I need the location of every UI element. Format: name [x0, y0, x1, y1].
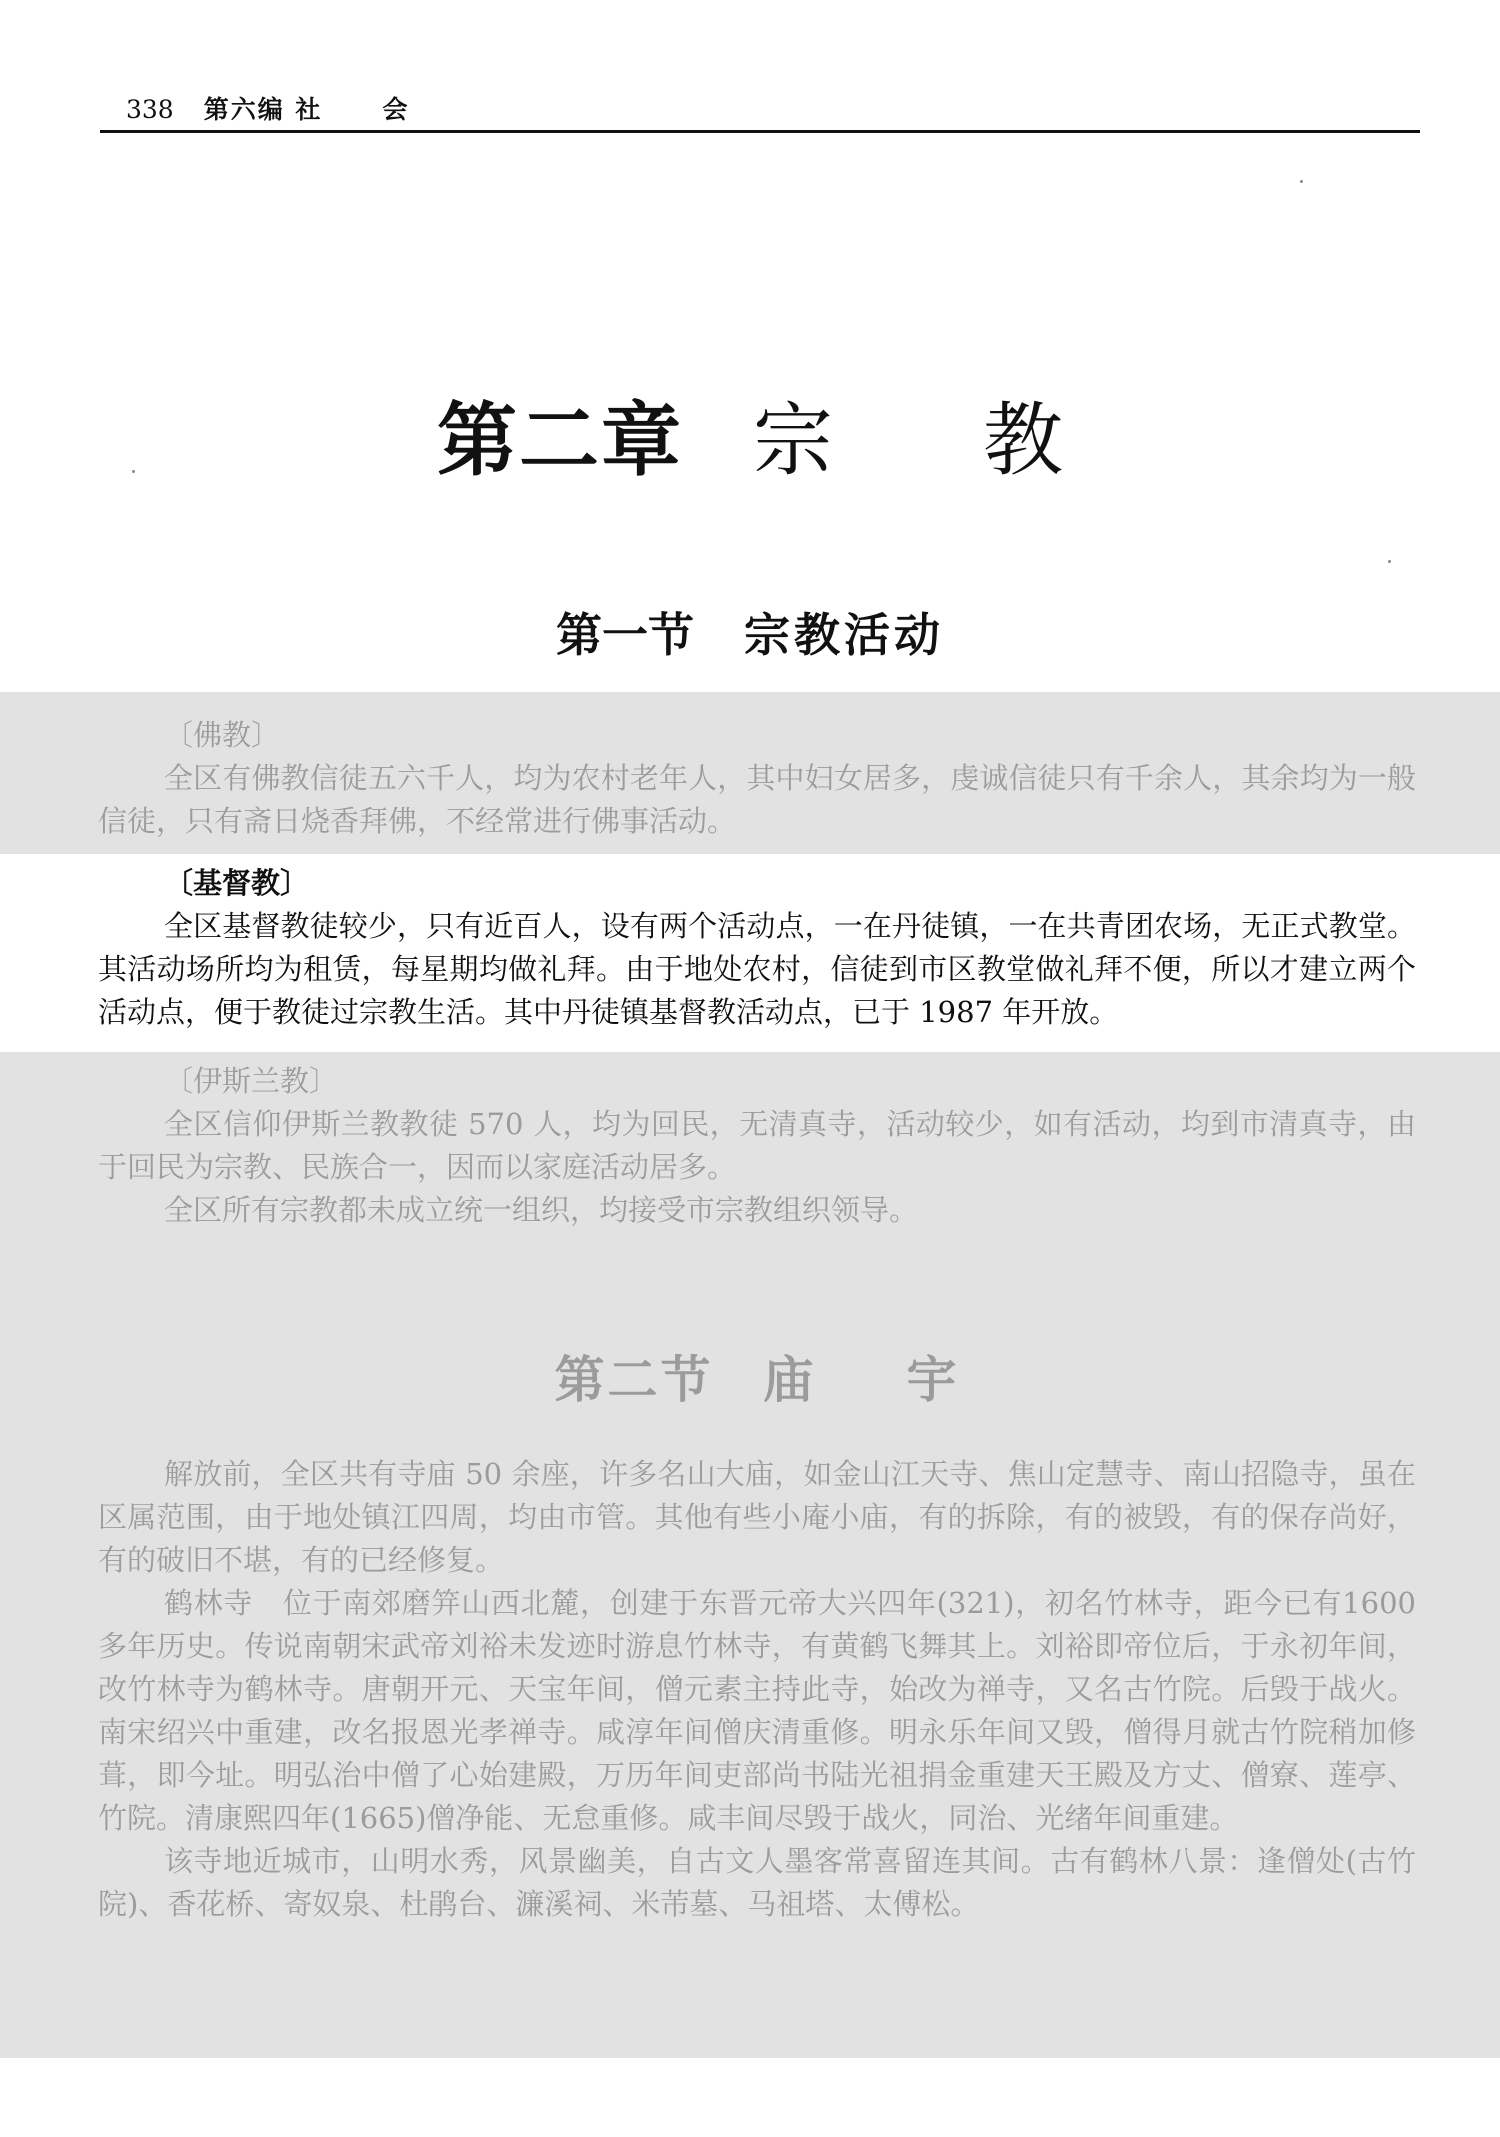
- section-2-title: [98, 1345, 1416, 1415]
- buddhism-paragraph: 全区有佛教信徒五六千人，均为农村老年人，其中妇女居多，虔诚信徒只有千余人，其余均为一般信徒，只有斋日烧香拜佛，不经常进行佛事活动。: [98, 761, 1416, 838]
- christianity-heading: 〔基督教〕: [164, 866, 310, 900]
- chapter-title-char-2: 教: [983, 394, 1063, 487]
- page-number: 338: [126, 95, 174, 124]
- buddhism-block: [98, 714, 1416, 843]
- chapter-number: 第二章: [437, 393, 683, 487]
- buddhism-heading: 〔佛教〕: [164, 718, 281, 752]
- helin-temple-paragraph: 鹤林寺 位于南郊磨笄山西北麓，创建于东晋元帝大兴四年(321)，初名竹林寺，距今已有1600 多年历史。传说南朝宋武帝刘裕未发迹时游息竹林寺，有黄鹤飞舞其上。刘裕即帝位后，于永初年间，改竹林寺为鹤林寺。唐朝开元、天宝年间，僧元素主持此寺，始改为禅寺，又名古竹院。后毁于战火。南宋绍兴中重建，改名报恩光孝禅寺。咸淳年间僧庆清重修。明永乐年间又毁，僧得月就古竹院稍加修葺，即今址。明弘治中僧了心始建殿，万历年间吏部尚书陆光祖捐金重建天王殿及方丈、僧寮、莲亭、竹院。清康熙四年(1665)僧净能、无怠重修。咸丰间尽毁于战火，同治、光绪年间重建。: [98, 1586, 1416, 1835]
- scan-speck: [132, 470, 135, 473]
- section-2-title-char-1: 庙: [763, 1350, 817, 1409]
- section-1-name: 宗教活动: [744, 608, 944, 662]
- section-2-number: 第二节: [554, 1350, 714, 1409]
- islam-block: [98, 1060, 1416, 1232]
- religion-summary: 全区所有宗教都未成立统一组织，均接受市宗教组织领导。: [164, 1193, 919, 1227]
- part-title: 第六编 社: [203, 95, 323, 124]
- temples-intro: 解放前，全区共有寺庙 50 余座，许多名山大庙，如金山江天寺、焦山定慧寺、南山招隐寺，虽在区属范围，由于地处镇江四周，均由市管。其他有些小庵小庙，有的拆除，有的被毁，有的保存尚好，有的破旧不堪，有的已经修复。: [98, 1457, 1416, 1577]
- islam-heading: 〔伊斯兰教〕: [164, 1064, 339, 1098]
- running-header: [100, 88, 1420, 133]
- christianity-paragraph: 全区基督教徒较少，只有近百人，设有两个活动点，一在丹徒镇，一在共青团农场，无正式教堂。其活动场所均为租赁，每星期均做礼拜。由于地处农村，信徒到市区教堂做礼拜不便，所以才建立两个活动点，便于教徒过宗教生活。其中丹徒镇基督教活动点，已于 1987 年开放。: [98, 909, 1416, 1029]
- islam-paragraph: 全区信仰伊斯兰教教徒 570 人，均为回民，无清真寺，活动较少，如有活动，均到市清真寺，由于回民为宗教、民族合一，因而以家庭活动居多。: [98, 1107, 1416, 1184]
- section-2-title-char-2: 宇: [906, 1350, 960, 1409]
- section-1-number: 第一节: [556, 608, 694, 662]
- helin-scenery-paragraph: 该寺地近城市，山明水秀，风景幽美，自古文人墨客常喜留连其间。古有鹤林八景：逢僧处(古竹院)、香花桥、寄奴泉、杜鹃台、濂溪祠、米芾墓、马祖塔、太傅松。: [98, 1844, 1416, 1921]
- chapter-title-char-1: 宗: [753, 394, 833, 487]
- section-1-title: [0, 600, 1500, 670]
- scan-speck: [1300, 180, 1303, 183]
- chapter-title: [0, 390, 1500, 491]
- christianity-block: [98, 862, 1416, 1034]
- part-title-tail: 会: [382, 95, 410, 124]
- section-2-block: [98, 1345, 1416, 1926]
- scan-speck: [1388, 560, 1391, 563]
